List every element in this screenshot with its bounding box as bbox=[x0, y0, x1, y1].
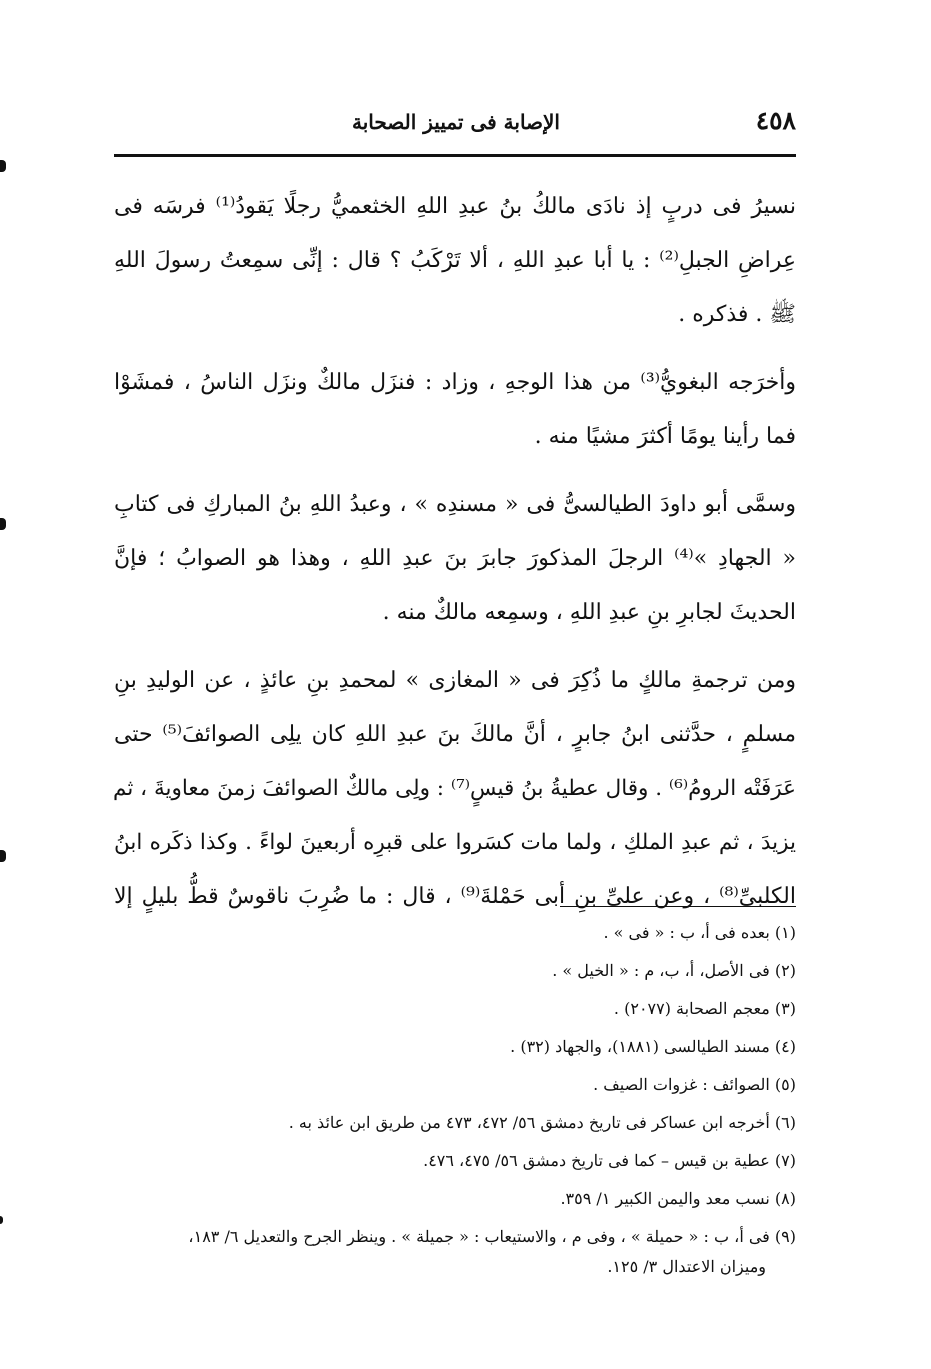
paragraph bbox=[114, 654, 796, 924]
footnote: (٥) الصوائف : غزوات الصيف . bbox=[593, 1075, 796, 1094]
footnotes bbox=[114, 914, 796, 1286]
footnote: (٢) فى الأصل، أ، ب، م : « الخيل » . bbox=[552, 961, 796, 980]
page-number: ٤٥٨ bbox=[755, 106, 796, 135]
text-line: « الجهادِ »⁽⁴⁾ الرجلَ المذكورَ جابرَ بنَ عبدِ اللهِ ، وهذا هو الصوابُ ؛ فإنَّ bbox=[114, 546, 796, 571]
footnote: (١) بعده فى أ، ب : « فى » . bbox=[603, 923, 796, 942]
text-line: وأخرَجه البغويُّ⁽³⁾ من هذا الوجهِ ، وزاد : فنزَل مالكٌ ونزَل الناسُ ، فمشَوْا bbox=[114, 370, 796, 395]
footnote: (٦) أخرجه ابن عساكر فى تاريخ دمشق ٥٦/ ٤٧٢، ٤٧٣ من طريق ابن عائذ به . bbox=[288, 1113, 796, 1132]
scan-edge-mark bbox=[0, 850, 6, 862]
text-line: فما رأينا يومًا أكثرَ مشيًا منه . bbox=[534, 424, 796, 449]
text-line: يزيدَ ، ثم عبدِ الملكِ ، ولما مات كسَروا على قبرِه أربعينَ لواءً . وكذا ذكَره ابنُ bbox=[114, 830, 796, 855]
paragraph bbox=[114, 180, 796, 342]
text-line: ﷺ . فذكره . bbox=[678, 302, 796, 327]
paragraph bbox=[114, 478, 796, 640]
footnote: (٨) نسب معد واليمن الكبير ١/ ٣٥٩. bbox=[560, 1189, 796, 1208]
scan-edge-mark bbox=[0, 1216, 3, 1224]
footnote: (٤) مسند الطيالسى (١٨٨١)، والجهاد (٣٢) . bbox=[510, 1037, 796, 1056]
scan-edge-mark bbox=[0, 160, 6, 172]
scan-edge-mark bbox=[0, 518, 6, 530]
footnote-rule bbox=[560, 906, 796, 907]
text-line: وسمَّى أبو داودَ الطيالسىُّ فى « مسندِه » ، وعبدُ اللهِ بنُ المباركِ فى كتابِ bbox=[114, 492, 796, 517]
footnote: (٧) عطية بن قيس – كما فى تاريخ دمشق ٥٦/ ٤٧٥، ٤٧٦. bbox=[423, 1151, 796, 1170]
text-line: ومن ترجمةِ مالكٍ ما ذُكِرَ فى « المغازى » لمحمدِ بنِ عائذٍ ، عن الوليدِ بنِ bbox=[114, 668, 796, 693]
header-rule bbox=[114, 154, 796, 157]
footnote: (٣) معجم الصحابة (٢٠٧٧) . bbox=[613, 999, 796, 1018]
text-line: الحديثَ لجابرِ بنِ عبدِ اللهِ ، وسمِعه مالكٌ منه . bbox=[382, 600, 796, 625]
page-header bbox=[116, 104, 796, 144]
text-line: مسلمٍ ، حدَّثنى ابنُ جابرٍ ، أنَّ مالكَ بنَ عبدِ اللهِ كان يلِى الصوائفَ⁽⁵⁾ حتى bbox=[114, 722, 796, 747]
main-text bbox=[114, 180, 796, 938]
footnote: (٩) فى أ، ب : « حميلة » ، وفى م ، والاستيعاب : « جميلة » . وينظر الجرح والتعديل ٦/ ١٨٣، bbox=[188, 1227, 796, 1246]
text-line: عِراضِ الجبلِ⁽²⁾ : يا أبا عبدِ اللهِ ، ألا تَرْكَبُ ؟ قال : إنِّى سمِعتُ رسولَ اللهِ bbox=[114, 248, 796, 273]
text-line: نسيرُ فى دربٍ إذ نادَى مالكُ بنُ عبدِ اللهِ الخثعميُّ رجلًا يَقودُ⁽¹⁾ فرسَه فى bbox=[114, 194, 796, 219]
text-line: الكلبىِّ⁽⁸⁾ ، وعن علىِّ بنِ أبى حَمْلةَ⁽⁹⁾ ، قال : ما ضُرِبَ ناقوسٌ قطُّ بليلٍ إلا bbox=[114, 884, 797, 909]
footnote-continuation: وميزان الاعتدال ٣/ ١٢٥. bbox=[607, 1257, 766, 1276]
running-title: الإصابة فى تمييز الصحابة bbox=[352, 110, 560, 134]
text-line: عَرَفَتْه الرومُ⁽⁶⁾ . وقال عطيةُ بنُ قيسٍ⁽⁷⁾ : ولِى مالكٌ الصوائفَ زمنَ معاويةَ ، ثم bbox=[113, 776, 796, 801]
paragraph bbox=[114, 356, 796, 464]
